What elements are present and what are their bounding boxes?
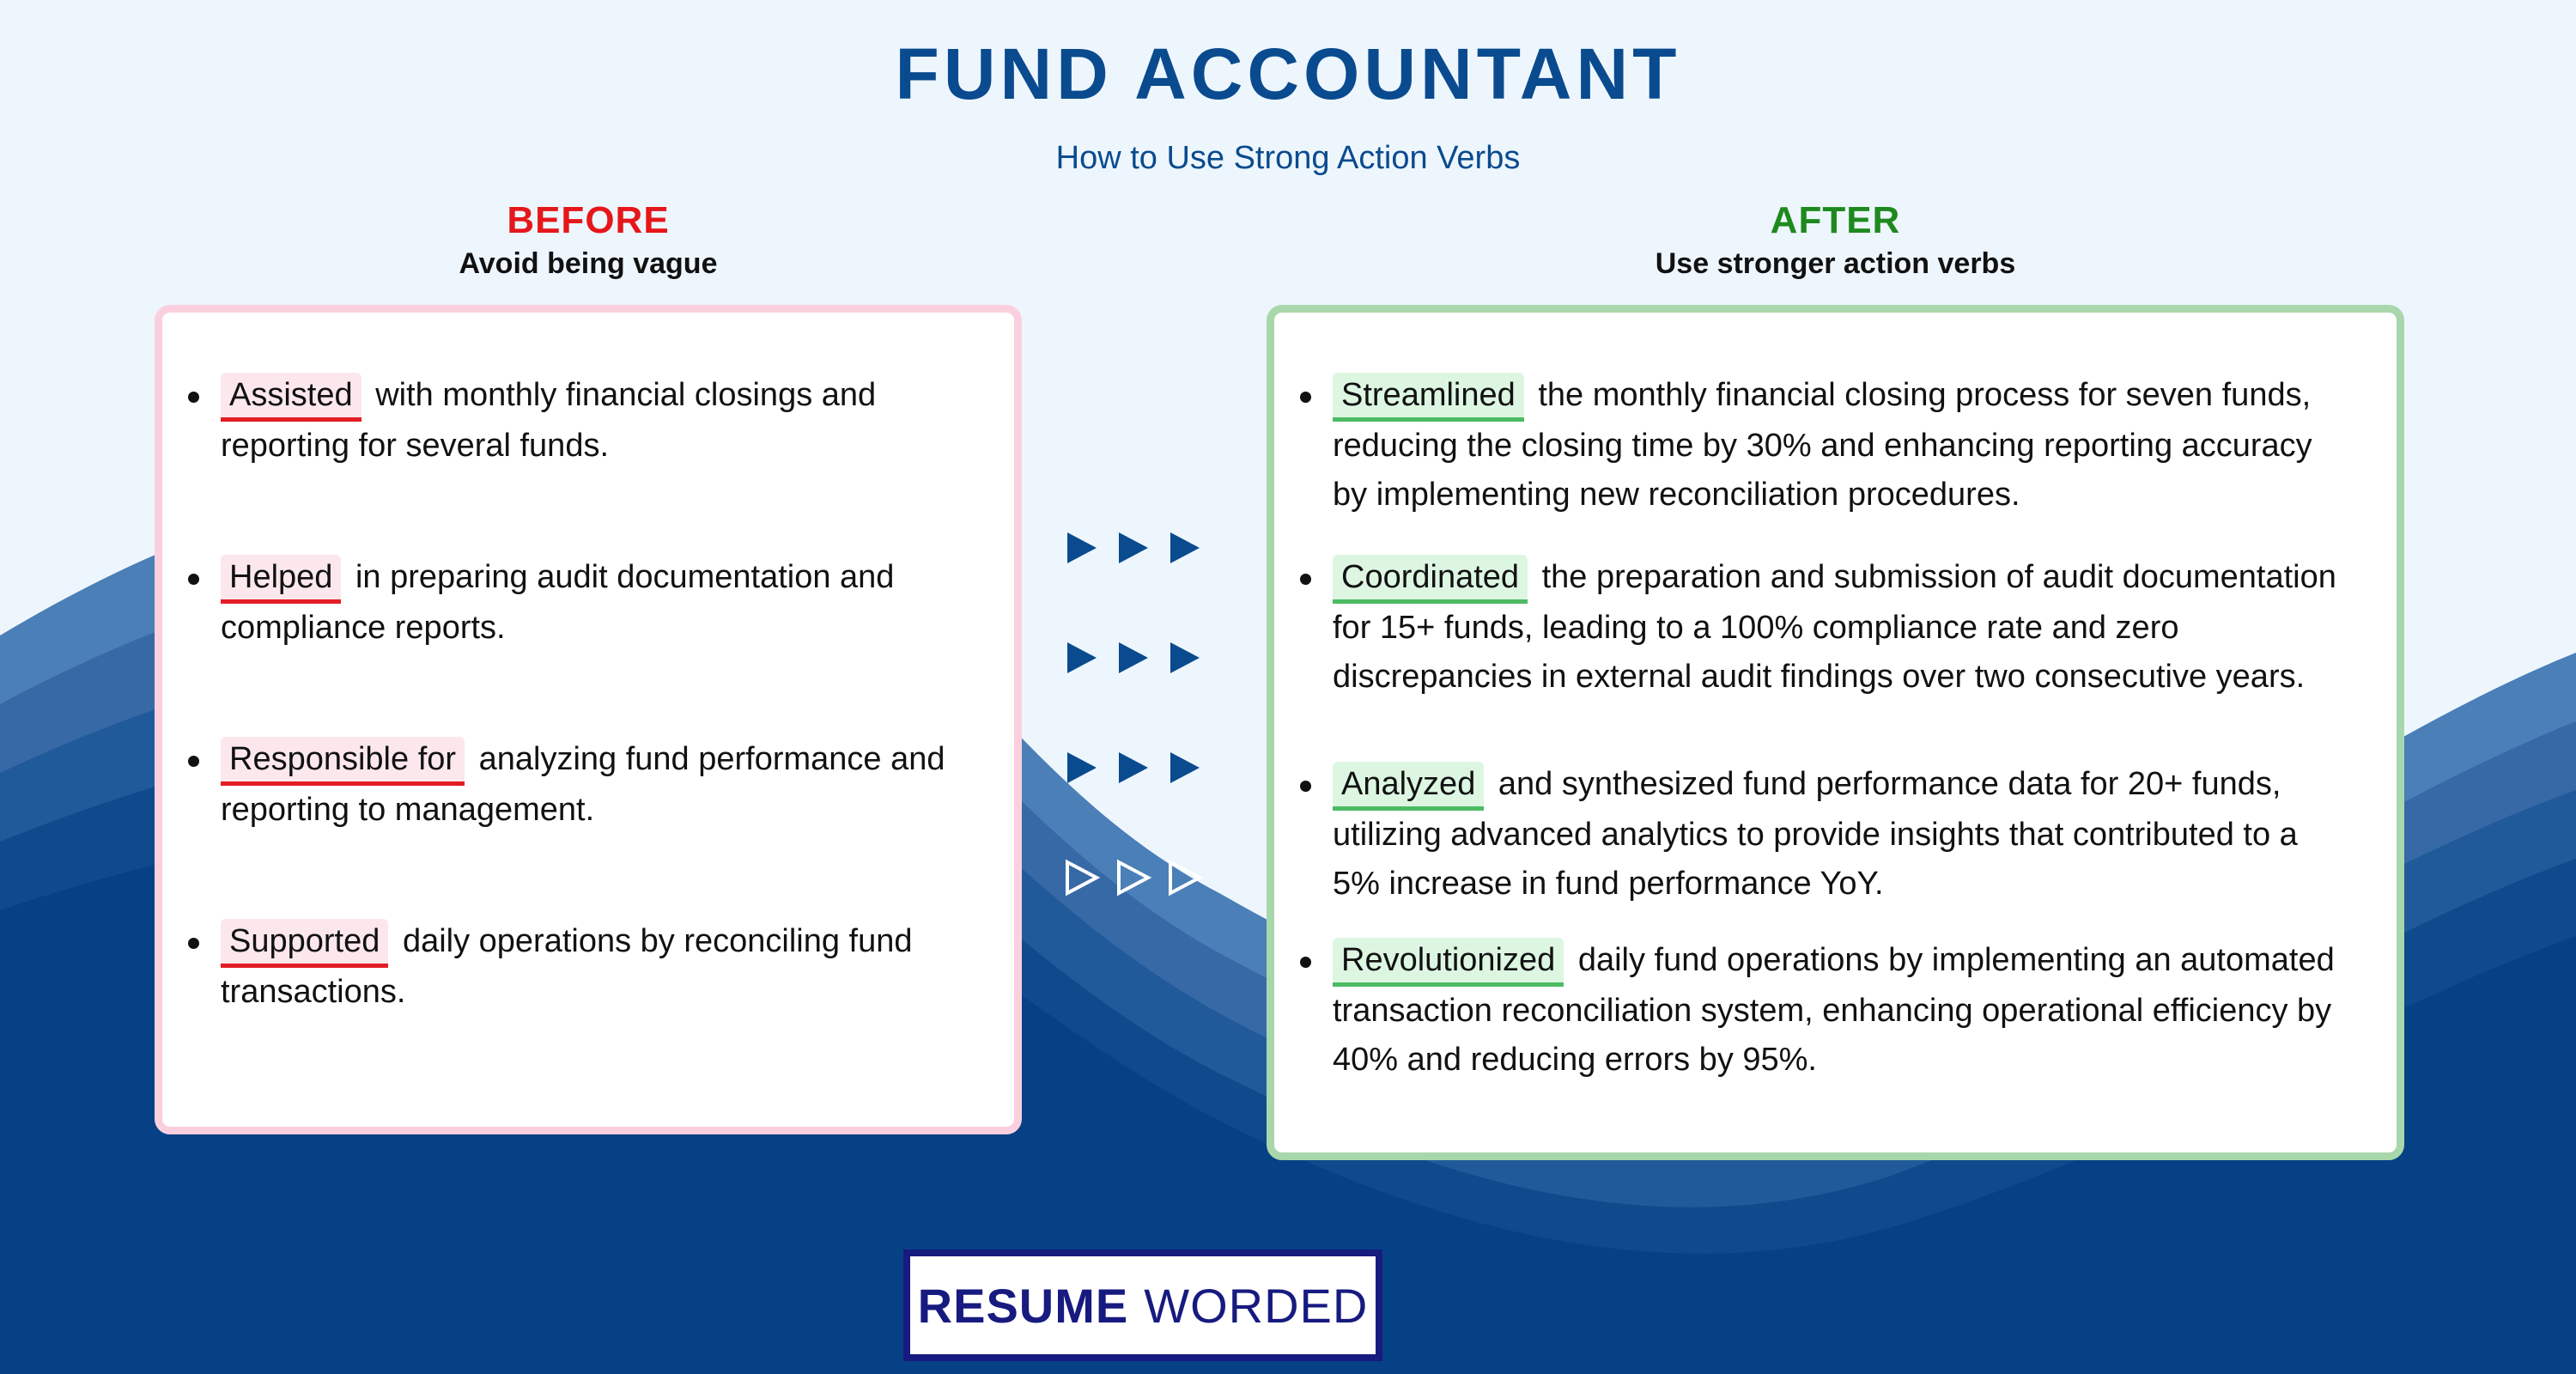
bullet-icon bbox=[188, 392, 199, 403]
before-list-item bbox=[162, 917, 1004, 1017]
weak-verb: Helped bbox=[221, 555, 341, 604]
before-list-item bbox=[162, 735, 1004, 835]
logo-wordmark bbox=[910, 1256, 1376, 1354]
triple-play-arrow-icon bbox=[1060, 522, 1215, 574]
after-list-item bbox=[1274, 371, 2382, 520]
after-label: AFTER bbox=[1770, 199, 1901, 241]
before-heading bbox=[155, 199, 1022, 281]
item-text: the preparation and submission of audit documentation for 15+ funds, leading to a 100% compliance rate and zero discrepancies in external audit findings over two consecutive years. bbox=[1333, 559, 2336, 695]
bullet-icon bbox=[188, 938, 199, 949]
strong-verb: Streamlined bbox=[1333, 373, 1524, 422]
triple-play-arrow-icon bbox=[1060, 742, 1215, 793]
bullet-icon bbox=[1300, 781, 1311, 792]
bullet-icon bbox=[1300, 392, 1311, 403]
item-text: in preparing audit documentation and compliance reports. bbox=[221, 559, 895, 646]
logo-strong-text: RESUME bbox=[917, 1278, 1129, 1333]
item-text: with monthly financial closings and reporting for several funds. bbox=[221, 377, 877, 464]
before-sublabel: Avoid being vague bbox=[459, 247, 718, 280]
item-text: and synthesized fund performance data for 20+ funds, utilizing advanced analytics to provide insights that contributed to a 5% increase in fund performance YoY. bbox=[1333, 766, 2298, 902]
bullet-icon bbox=[188, 756, 199, 767]
strong-verb: Revolutionized bbox=[1333, 938, 1564, 987]
item-text: analyzing fund performance and reporting to management. bbox=[221, 741, 945, 828]
before-list-item bbox=[162, 553, 1004, 653]
before-card bbox=[155, 305, 1022, 1134]
after-card bbox=[1267, 305, 2404, 1160]
weak-verb: Assisted bbox=[221, 373, 361, 422]
item-text: daily operations by reconciling fund transactions. bbox=[221, 923, 913, 1010]
after-heading bbox=[1267, 199, 2404, 281]
item-text: daily fund operations by implementing an automated transaction reconciliation system, enhancing operational efficiency by 40% and reducing errors by 95%. bbox=[1333, 942, 2335, 1078]
strong-verb: Analyzed bbox=[1333, 762, 1484, 811]
weak-verb: Responsible for bbox=[221, 737, 465, 786]
bullet-icon bbox=[188, 574, 199, 585]
before-label: BEFORE bbox=[507, 199, 670, 241]
after-list-item bbox=[1274, 553, 2382, 702]
triple-play-arrow-icon bbox=[1060, 632, 1215, 684]
triple-outline-arrow-icon bbox=[1060, 852, 1215, 903]
logo-light-text: WORDED bbox=[1144, 1278, 1369, 1333]
bullet-icon bbox=[1300, 574, 1311, 585]
after-sublabel: Use stronger action verbs bbox=[1655, 247, 2016, 280]
before-list-item bbox=[162, 371, 1004, 471]
strong-verb: Coordinated bbox=[1333, 555, 1528, 604]
after-list-item bbox=[1274, 760, 2382, 909]
weak-verb: Supported bbox=[221, 919, 388, 968]
resume-worded-logo[interactable] bbox=[903, 1249, 1382, 1361]
page-subtitle: How to Use Strong Action Verbs bbox=[1055, 140, 1521, 176]
after-list-item bbox=[1274, 936, 2382, 1085]
page-title: FUND ACCOUNTANT bbox=[895, 33, 1681, 114]
item-text: the monthly financial closing process for seven funds, reducing the closing time by 30% and enhancing reporting accuracy by implementing new reconciliation procedures. bbox=[1333, 377, 2312, 513]
bullet-icon bbox=[1300, 957, 1311, 968]
